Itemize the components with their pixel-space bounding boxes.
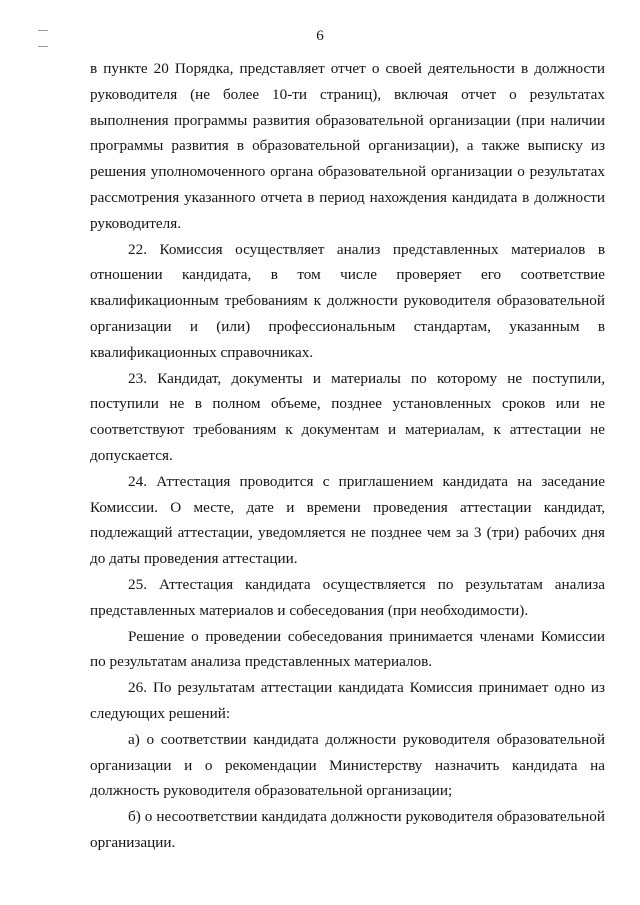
paragraph-26-b: б) о несоответствии кандидата должности руководителя образовательной организации. xyxy=(90,808,605,851)
paragraph-22: 22. Комиссия осуществляет анализ представленных материалов в отношении кандидата, в том числе проверяет его соответствие квалификационным требованиям к должности руководителя образовательной организации и (или) профессиональным стандартам, указанным в квалификационных справочниках. xyxy=(90,240,605,361)
paragraph-23: 23. Кандидат, документы и материалы по которому не поступили, поступили не в полном объеме, позднее установленных сроков или не соответствуют требованиям к документам и материалам, к аттестации не допускается. xyxy=(90,369,605,464)
paragraph-26-a: а) о соответствии кандидата должности руководителя образовательной организации и о рекомендации Министерству назначить кандидата на должность руководителя образовательной организации; xyxy=(90,730,605,800)
paragraph-intro: в пункте 20 Порядка, представляет отчет о своей деятельности в должности руководителя (не более 10-ти страниц), включая отчет о результатах выполнения программы развития образовательной организации (при наличии программы развития в образовательной организации), а также выписку из решения уполномоченного органа образовательной организации о результатах рассмотрения указанного отчета в период нахождения кандидата в должности руководителя. xyxy=(90,60,605,232)
paragraph-25: 25. Аттестация кандидата осуществляется по результатам анализа представленных материалов и собеседования (при необходимости). xyxy=(90,575,605,619)
page-number: 6 xyxy=(316,28,324,44)
paragraph-interview-decision: Решение о проведении собеседования принимается членами Комиссии по результатам анализа представленных материалов. xyxy=(90,627,605,671)
paragraph-24: 24. Аттестация проводится с приглашением кандидата на заседание Комиссии. О месте, дате и времени проведения аттестации кандидат, подлежащий аттестации, уведомляется не позднее чем за 3 (три) рабочих дня до даты проведения аттестации. xyxy=(90,472,605,568)
paragraph-26: 26. По результатам аттестации кандидата Комиссия принимает одно из следующих решений: xyxy=(90,679,605,722)
scan-mark xyxy=(38,46,48,47)
document-body xyxy=(90,56,605,856)
